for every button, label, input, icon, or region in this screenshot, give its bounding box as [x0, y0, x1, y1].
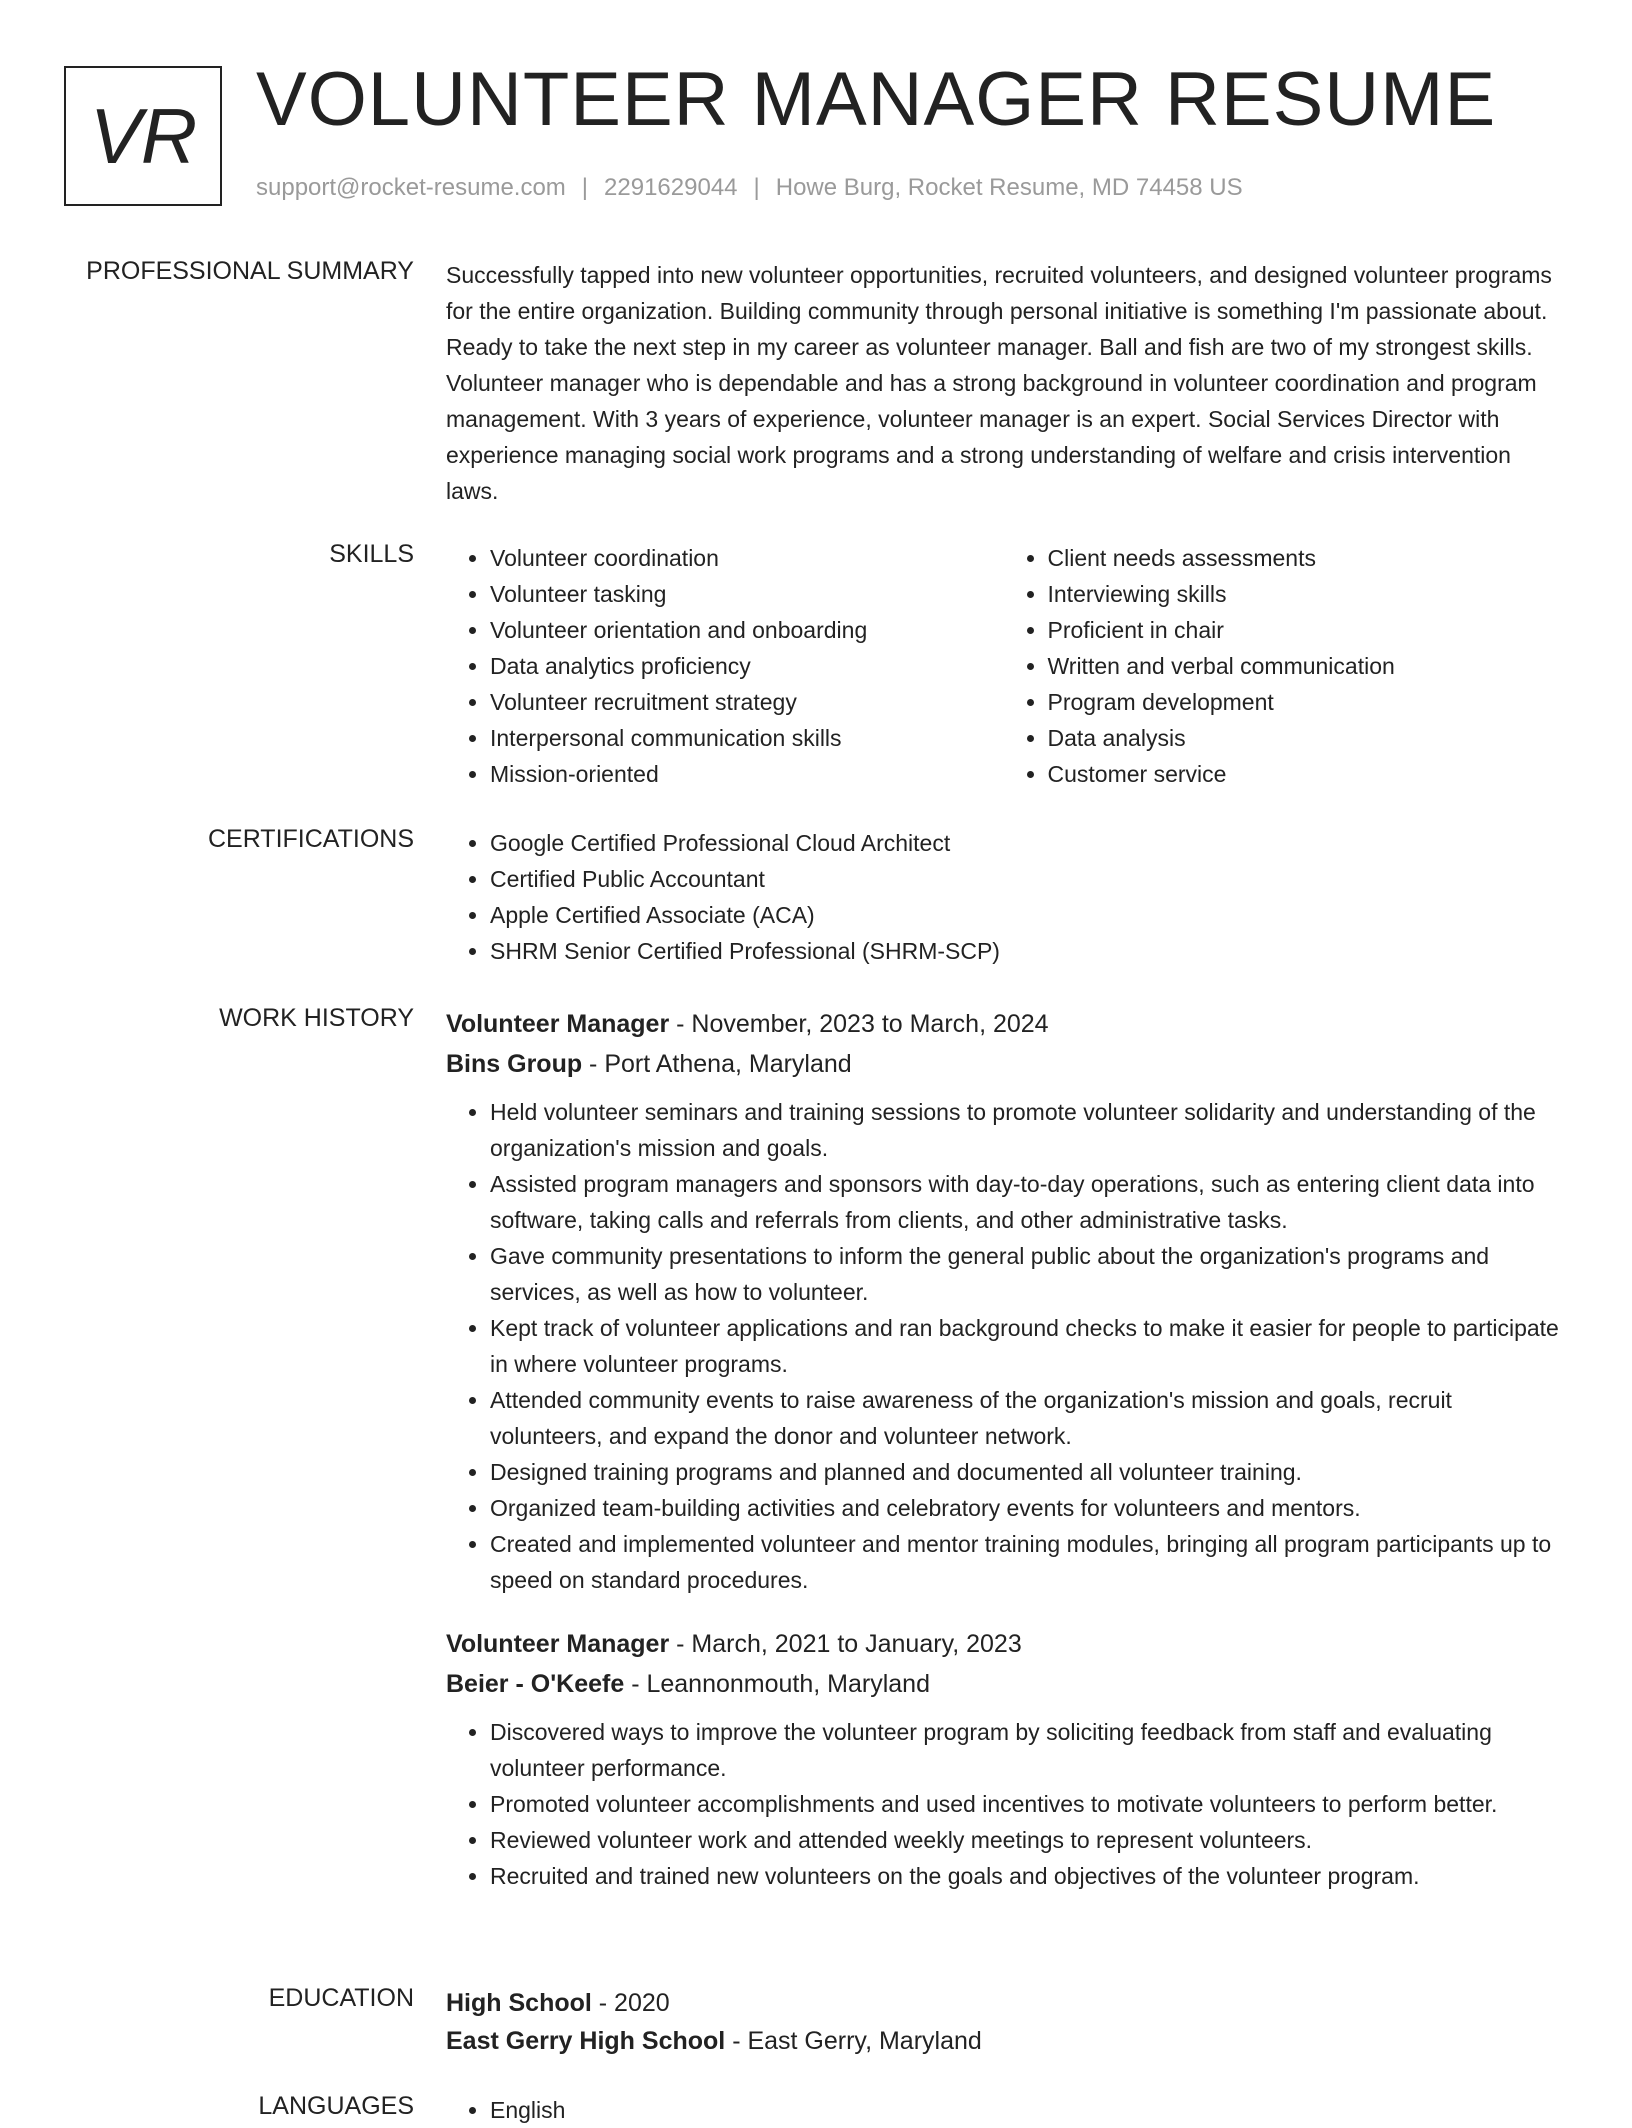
education-degree-line [446, 1984, 1561, 2022]
job-bullet: • Reviewed volunteer work and attended weekly meetings to represent volunteers. [490, 1822, 1561, 1858]
education-body [446, 1984, 1561, 2060]
summary-text: Successfully tapped into new volunteer opportunities, recruited volunteers, and designed volunteer programs for the entire organization. Building community through personal initiative is something I'm passionate about. Ready to take the next step in my career as volunteer manager. Ball and fish are two of my strongest skills. Volunteer manager who is dependable and has a strong background in volunteer coordination and program management. With 3 years of experience, volunteer manager is an expert. Social Services Director with experience managing social work programs and a strong understanding of welfare and crisis intervention laws. [446, 262, 1552, 504]
work-body [446, 1004, 1561, 1894]
section-label-education: EDUCATION [268, 1984, 414, 2012]
certification-item: • Certified Public Accountant [490, 861, 1561, 897]
section-label-certifications: CERTIFICATIONS [207, 825, 414, 853]
job-bullet: • Organized team-building activities and celebratory events for volunteers and mentors. [490, 1490, 1561, 1526]
job-bullet: • Promoted volunteer accomplishments and used incentives to motivate volunteers to perform better. [490, 1786, 1561, 1822]
education-school-line [446, 2022, 1561, 2060]
job-bullet: • Kept track of volunteer applications and ran background checks to make it easier for people to participate in where volunteer programs. [490, 1310, 1561, 1382]
skill-item: • Interpersonal communication skills [490, 720, 1004, 756]
job-bullet: • Attended community events to raise awareness of the organization's mission and goals, recruit volunteers, and expand the donor and volunteer network. [490, 1382, 1561, 1454]
resume-title: VOLUNTEER MANAGER RESUME [256, 57, 1497, 142]
certification-item: • Apple Certified Associate (ACA) [490, 897, 1561, 933]
job-bullet: • Gave community presentations to inform the general public about the organization's programs and services, as well as how to volunteer. [490, 1238, 1561, 1310]
contact-separator: | [753, 174, 760, 201]
languages-body [446, 2092, 1561, 2128]
job-entry [446, 1624, 1561, 1894]
certification-item: • Google Certified Professional Cloud Architect [490, 825, 1561, 861]
skill-item: • Interviewing skills [1048, 576, 1562, 612]
job-entry [446, 1004, 1561, 1598]
job-title-line [446, 1004, 1561, 1044]
skill-item: • Written and verbal communication [1048, 648, 1562, 684]
skill-item: • Volunteer tasking [490, 576, 1004, 612]
certification-item: • SHRM Senior Certified Professional (SHRM-SCP) [490, 933, 1561, 969]
skill-item: • Program development [1048, 684, 1562, 720]
skills-list-right [1004, 540, 1562, 792]
skill-item: • Data analytics proficiency [490, 648, 1004, 684]
contact-email[interactable]: support@rocket-resume.com [256, 174, 566, 201]
job-title: Volunteer Manager [446, 1010, 670, 1038]
monogram-logo: VR [64, 66, 222, 206]
summary-body [446, 257, 1561, 509]
skill-item: • Volunteer coordination [490, 540, 1004, 576]
job-bullet: • Recruited and trained new volunteers on the goals and objectives of the volunteer program. [490, 1858, 1561, 1894]
job-bullet: • Designed training programs and planned and documented all volunteer training. [490, 1454, 1561, 1490]
job-bullet: • Created and implemented volunteer and mentor training modules, bringing all program participants up to speed on standard procedures. [490, 1526, 1561, 1598]
job-bullet: • Discovered ways to improve the volunteer program by soliciting feedback from staff and evaluating volunteer performance. [490, 1714, 1561, 1786]
section-label-languages: LANGUAGES [258, 2092, 414, 2120]
skill-item: • Volunteer recruitment strategy [490, 684, 1004, 720]
education-school: East Gerry High School [446, 2027, 726, 2055]
education-year: - 2020 [591, 1989, 670, 2017]
skill-item: • Client needs assessments [1048, 540, 1562, 576]
job-location: - Port Athena, Maryland [582, 1050, 852, 1078]
contact-address: Howe Burg, Rocket Resume, MD 74458 US [775, 174, 1243, 201]
skill-item: • Volunteer orientation and onboarding [490, 612, 1004, 648]
language-item: • English [490, 2092, 1561, 2128]
skill-item: • Mission-oriented [490, 756, 1004, 792]
job-bullets [446, 1714, 1561, 1894]
skills-body [446, 540, 1561, 792]
job-title: Volunteer Manager [446, 1630, 670, 1658]
job-location: - Leannonmouth, Maryland [624, 1670, 930, 1698]
job-bullet: • Held volunteer seminars and training sessions to promote volunteer solidarity and understanding of the organization's mission and goals. [490, 1094, 1561, 1166]
job-bullets [446, 1094, 1561, 1598]
education-location: - East Gerry, Maryland [725, 2027, 982, 2055]
skills-list-left [446, 540, 1004, 792]
job-company-line [446, 1664, 1561, 1704]
skill-item: • Customer service [1048, 756, 1562, 792]
certifications-list [446, 825, 1561, 969]
contact-line [256, 174, 1243, 202]
contact-phone[interactable]: 2291629044 [604, 174, 738, 201]
job-company: Beier - O'Keefe [446, 1670, 625, 1698]
contact-separator: | [581, 174, 589, 201]
job-dates: - November, 2023 to March, 2024 [669, 1010, 1049, 1038]
job-dates: - March, 2021 to January, 2023 [669, 1630, 1022, 1658]
section-label-work: WORK HISTORY [219, 1004, 414, 1032]
skill-item: • Proficient in chair [1048, 612, 1562, 648]
education-degree: High School [446, 1989, 592, 2017]
job-title-line [446, 1624, 1561, 1664]
languages-list [446, 2092, 1561, 2128]
skill-item: • Data analysis [1048, 720, 1562, 756]
job-company-line [446, 1044, 1561, 1084]
section-label-skills: SKILLS [329, 540, 414, 568]
job-bullet: • Assisted program managers and sponsors with day-to-day operations, such as entering client data into software, taking calls and referrals from clients, and other administrative tasks. [490, 1166, 1561, 1238]
certifications-body [446, 825, 1561, 969]
job-company: Bins Group [446, 1050, 583, 1078]
section-label-summary: PROFESSIONAL SUMMARY [86, 257, 414, 285]
